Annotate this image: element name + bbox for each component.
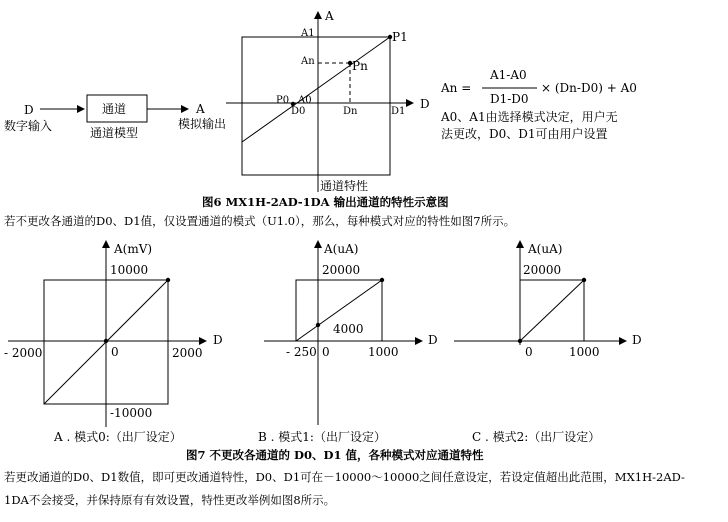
fig6-formula [440, 68, 637, 141]
mode2-caption: C . 模式2:（出厂设定） [472, 430, 601, 444]
fig6-channel-model-label: 通道模型 [90, 126, 139, 140]
fig6-output-sub: 模拟输出 [178, 117, 227, 131]
mode2-origin: 0 [525, 345, 533, 359]
mode2-characteristic-line [520, 280, 584, 341]
fig6-output-label: A [196, 102, 205, 116]
mode1-axis-d: D [428, 333, 438, 347]
fig7-mode0-plot [4, 241, 223, 444]
mode1-origin: 0 [322, 345, 330, 359]
paragraph-2-line2: 1DA不会接受，并保持原有有效设置，特性更改举例如图8所示。 [4, 493, 336, 507]
fig6-d1: D1 [391, 106, 406, 117]
formula-rhs: × (Dn-D0) + A0 [541, 81, 637, 95]
fig6-a0: A0 [298, 95, 312, 106]
mode2-point-origin [518, 339, 522, 343]
fig6-d0: D0 [291, 106, 306, 117]
fig7-mode1-plot [258, 241, 438, 444]
formula-lhs: An = [441, 81, 472, 95]
fig6-an: An [301, 56, 315, 67]
fig6-note-line2: 法更改，D0、D1可由用户设置 [441, 127, 608, 141]
fig6-note-line1: A0、A1由选择模式决定，用户无 [441, 110, 618, 124]
fig6-channel-model [4, 95, 226, 140]
fig6-p1: P1 [392, 30, 408, 44]
fig6-characteristic-line [242, 37, 390, 142]
mode2-point-max [582, 278, 586, 282]
fig6-characteristic-plot [226, 9, 430, 193]
fig6-caption: 图6 MX1H-2AD-1DA 输出通道的特性示意图 [202, 195, 449, 209]
fig6-dn: Dn [343, 106, 358, 117]
mode2-axis-d: D [632, 333, 642, 347]
mode1-point-4000 [316, 323, 320, 327]
fig6-axis-a: A [325, 9, 334, 23]
mode0-point-origin [104, 339, 108, 343]
mode0-point-max [166, 278, 170, 282]
mode0-caption: A . 模式0:（出厂设定） [54, 430, 182, 444]
fig6-a1: A1 [301, 28, 315, 39]
formula-denominator: D1-D0 [490, 92, 529, 106]
mode1-caption: B . 模式1:（出厂设定） [258, 430, 386, 444]
mode0-left: - 2000 [4, 346, 43, 360]
fig6-p0: P0 [276, 95, 290, 106]
fig6-input-sub: 数字输入 [4, 119, 53, 133]
paragraph-1: 若不更改各通道的D0、D1值，仅设置通道的模式（U1.0），那么，每种模式对应的特性如图7所示。 [4, 214, 516, 228]
fig6-input-label: D [24, 103, 34, 117]
formula-numerator: A1-A0 [490, 68, 527, 82]
mode2-top: 20000 [523, 263, 562, 277]
mode1-top: 20000 [322, 263, 361, 277]
mode2-right: 1000 [569, 345, 600, 359]
mode1-mid: 4000 [333, 322, 364, 336]
mode2-axis-a: A(uA) [528, 242, 563, 256]
paragraph-2-line1: 若更改通道的D0、D1数值，即可更改通道特性，D0、D1可在－10000～10000之间任意设定，若设定值超出此范围，MX1H-2AD- [4, 470, 685, 484]
mode0-axis-d: D [213, 333, 223, 347]
fig7-mode2-plot [454, 241, 642, 444]
fig6-axis-d: D [420, 97, 430, 111]
mode0-bottom: -10000 [110, 406, 153, 420]
fig6-pn: Pn [352, 59, 368, 73]
mode1-left: - 250 [286, 345, 317, 359]
fig6-channel-box-label: 通道 [102, 102, 127, 116]
mode0-origin: 0 [111, 345, 119, 359]
mode1-right: 1000 [368, 345, 399, 359]
mode1-axis-a: A(uA) [324, 242, 359, 256]
fig6-plot-frame [242, 37, 390, 175]
mode1-point-max [380, 278, 384, 282]
mode0-axis-a: A(mV) [114, 242, 153, 256]
mode0-top: 10000 [110, 263, 149, 277]
fig7-caption: 图7 不更改各通道的 D0、D1 值，各种模式对应通道特性 [186, 448, 484, 462]
mode0-right: 2000 [172, 346, 203, 360]
fig6-characteristic-label: 通道特性 [320, 179, 369, 193]
